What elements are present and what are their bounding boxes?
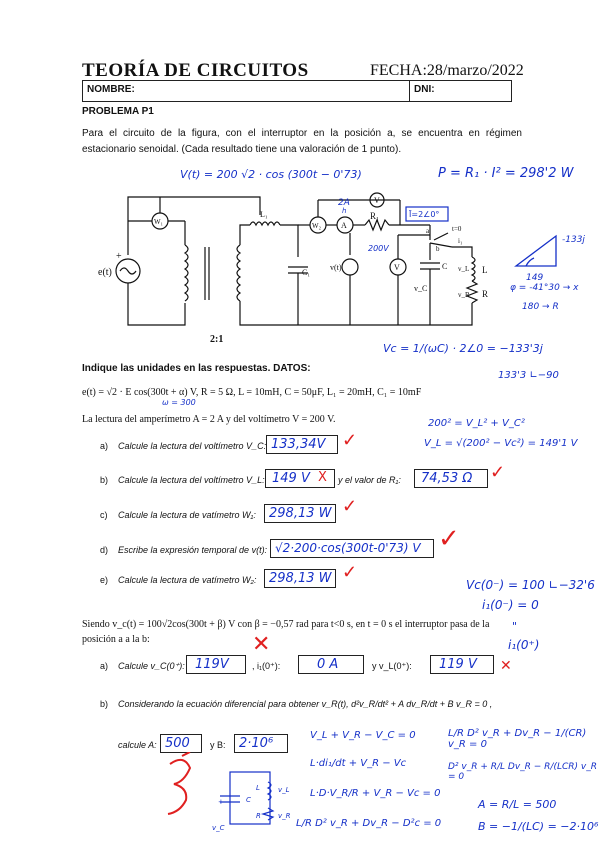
check-mark-b: ✓ xyxy=(490,462,506,482)
v-meter-label: V xyxy=(374,196,380,205)
problem-label: PROBLEMA P1 xyxy=(82,106,154,117)
p2-a-text3: y v_L(0⁺): xyxy=(372,661,412,671)
hand-phi: φ = -41°30 → x xyxy=(510,283,579,293)
p2-b-answer2: 2·10⁶ xyxy=(239,736,274,751)
q-a-answer: 133,34V xyxy=(271,437,326,452)
hand-vt-expr: V(t) = 200 √2 · cos (300t − 0'73) xyxy=(180,168,362,181)
sketch-r: R xyxy=(256,812,261,820)
hand-arrow: h xyxy=(342,207,347,215)
date-label: FECHA:28/marzo/2022 xyxy=(370,62,524,79)
hand-i10p: i₁(0⁺) xyxy=(508,638,540,652)
q-d-letter: d) xyxy=(100,545,109,555)
q-d-answer-box[interactable] xyxy=(270,539,434,558)
pos-a-label: a xyxy=(426,227,430,235)
hand-200v: 200V xyxy=(368,244,389,253)
p2-b-answer1: 500 xyxy=(165,736,190,751)
hand-kvl3: L·D·V_R/R + V_R − Vc = 0 xyxy=(310,788,441,799)
q-a-text: Calcule la lectura del voltímetro V_C: xyxy=(118,441,267,451)
hand-eq1: L/R D² v_R + Dv_R − 1/(CR) v_R = 0 xyxy=(448,728,587,750)
hand-eq2: D² v_R + R/L Dv_R − R/(LCR) v_R = 0 xyxy=(448,762,597,782)
datos-readings: La lectura del amperímetro A = 2 A y del voltímetro V = 200 V. xyxy=(82,414,336,425)
q-e-text: Calcule la lectura de vatímetro W₂: xyxy=(118,575,257,585)
p2-a-text: Calcule v_C(0⁺): xyxy=(118,661,185,671)
check-mark-d: ✓ xyxy=(438,524,460,553)
q-b-letter: b) xyxy=(100,475,109,485)
pos-b-label: b xyxy=(436,245,440,253)
x-mark-p2a: ✕ xyxy=(252,632,271,657)
q-b-text2: y el valor de R₁: xyxy=(338,475,401,485)
p2-a-text2: , i₁(0⁺): xyxy=(252,661,281,671)
datos-equation: e(t) = √2 · E cos(300t + α) V, R = 5 Ω, L = 10mH, C = 50μF, L₁ = 20mH, C₁ = 10mF xyxy=(82,387,422,398)
page-title: TEORÍA DE CIRCUITOS xyxy=(82,60,309,81)
q-c-text: Calcule la lectura de vatímetro W₁: xyxy=(118,510,256,520)
a-meter-label: A xyxy=(341,221,347,230)
c1-label: C₁ xyxy=(302,268,311,277)
w1-label: W₁ xyxy=(154,218,164,226)
hand-phasor-i: -133j xyxy=(562,235,585,245)
q-d-answer: √2·200·cos(300t-0'73) V xyxy=(275,541,421,555)
p2-b-text2: calcule A: xyxy=(118,740,157,750)
hand-omega: ω = 300 xyxy=(162,398,196,407)
hand-i10: i₁(0⁻) = 0 xyxy=(482,598,539,612)
p2-a-answer1: 119V xyxy=(195,657,229,672)
sketch-l: L xyxy=(256,784,260,792)
svg-text:+: + xyxy=(218,798,224,806)
vt-label: v(t) xyxy=(330,263,342,272)
p2-a-answer1-box[interactable] xyxy=(186,655,246,674)
nombre-label: NOMBRE: xyxy=(87,84,135,95)
datos-heading: Indique las unidades en las respuestas. DATOS: xyxy=(82,363,311,374)
p2-a-answer2: 0 A xyxy=(317,657,339,672)
hand-kvl2: L·di₁/dt + V_R − Vc xyxy=(310,758,407,769)
hand-v2: 200² = V_L² + V_C² xyxy=(428,418,525,429)
hand-vl-expr: V_L = √(200² − Vc²) = 149'1 V xyxy=(424,438,578,449)
p2-a-answer3-box[interactable] xyxy=(430,655,494,674)
i1-label: i₁ xyxy=(458,237,463,245)
hand-p-expr: P = R₁ · I² = 298'2 W xyxy=(438,166,574,181)
x-mark-p2a3: ✕ xyxy=(500,658,512,674)
q-b-answer2: 74,53 Ω xyxy=(421,471,473,486)
p2-b-text3: y B: xyxy=(210,740,226,750)
p2-a-answer2-box[interactable] xyxy=(298,655,364,674)
check-mark-e: ✓ xyxy=(342,562,358,582)
problem-intro: Para el circuito de la figura, con el interruptor en la posición a, se encuentra en régimen estacionario senoidal. (Cada resultado tiene una valoración de 1 punto). xyxy=(82,128,522,155)
q-e-answer-box[interactable] xyxy=(264,569,336,588)
part2-intro: Siendo v_c(t) = 100√2cos(300t + β) V con β = −0,57 rad para t<0 s, en t = 0 s el interruptor pasa de la posición a a la b: xyxy=(82,619,490,645)
vr-label: v_R xyxy=(458,291,470,299)
q-b-answer: 149 V xyxy=(272,471,310,486)
q-a-answer-box[interactable] xyxy=(266,435,338,454)
hand-kvl1: V_L + V_R − V_C = 0 xyxy=(310,730,416,741)
check-mark-c: ✓ xyxy=(342,496,358,516)
hand-phi2: 180 → R xyxy=(522,302,559,312)
l-label: L xyxy=(482,265,488,275)
hand-i0: Ī=2∠0° xyxy=(409,210,440,219)
vc-label: v_C xyxy=(414,284,428,293)
sketch-vc: v_C xyxy=(212,824,225,832)
hand-vc-expr: Vc = 1/(ωC) · 2∠0 = −133'3j xyxy=(383,342,543,355)
switch-label: t=0 xyxy=(452,225,462,233)
dni-label: DNI: xyxy=(409,81,510,101)
sketch-vr: v_R xyxy=(278,812,291,820)
sketch-c: C xyxy=(246,796,251,804)
v2-meter-label: V xyxy=(394,263,400,272)
p2-b-answer1-box[interactable] xyxy=(160,734,202,753)
phasor-sketch xyxy=(508,218,598,308)
p2-a-letter: a) xyxy=(100,661,109,671)
hand-phasor-r: 149 xyxy=(526,273,544,283)
q-d-text: Escribe la expresión temporal de v(t): xyxy=(118,545,268,555)
circuit-diagram xyxy=(80,185,510,345)
p2-a-answer3: 119 V xyxy=(439,657,477,672)
l1-label: L₁ xyxy=(260,210,268,219)
q-c-answer-box[interactable] xyxy=(264,504,336,523)
svg-text:+: + xyxy=(116,251,122,262)
hand-sketch xyxy=(160,752,300,848)
q-e-letter: e) xyxy=(100,575,109,585)
vl-label: v_L xyxy=(458,265,470,273)
q-b-answer-box[interactable] xyxy=(265,469,335,488)
hand-kvl4: L/R D² v_R + Dv_R − D²c = 0 xyxy=(296,818,442,829)
x-mark-b: X xyxy=(318,470,327,485)
ratio-label: 2:1 xyxy=(210,334,224,345)
c-label: C xyxy=(442,262,448,271)
student-info-box xyxy=(82,80,512,102)
q-e-answer: 298,13 W xyxy=(269,571,332,586)
r-label: R xyxy=(482,289,489,299)
hand-res1: A = R/L = 500 xyxy=(478,798,557,811)
hand-vc-val: 133'3 ∟−90 xyxy=(498,370,559,381)
sketch-vl: v_L xyxy=(278,786,290,794)
q-b-text: Calcule la lectura del voltímetro V_L: xyxy=(118,475,265,485)
r1-label: R₁ xyxy=(370,211,380,221)
check-mark-a: ✓ xyxy=(342,430,358,450)
hand-quote: " xyxy=(512,620,518,633)
source-label: e(t) xyxy=(98,267,112,278)
q-c-letter: c) xyxy=(100,510,108,520)
p2-b-text: Considerando la ecuación diferencial para obtener v_R(t), d²v_R/dt² + A dv_R/dt + B v_R = 0 , xyxy=(118,699,493,709)
p2-b-letter: b) xyxy=(100,699,109,709)
q-c-answer: 298,13 W xyxy=(269,506,332,521)
hand-vc0: Vc(0⁻) = 100 ∟−32'6 xyxy=(466,578,595,592)
q-a-letter: a) xyxy=(100,441,109,451)
p2-b-answer2-box[interactable] xyxy=(234,734,288,753)
hand-2a: 2A xyxy=(338,198,350,208)
hand-res2: B = −1/(LC) = −2·10⁶ xyxy=(478,820,599,833)
w2-label: W₂ xyxy=(312,222,322,230)
q-b-answer2-box[interactable] xyxy=(414,469,488,488)
